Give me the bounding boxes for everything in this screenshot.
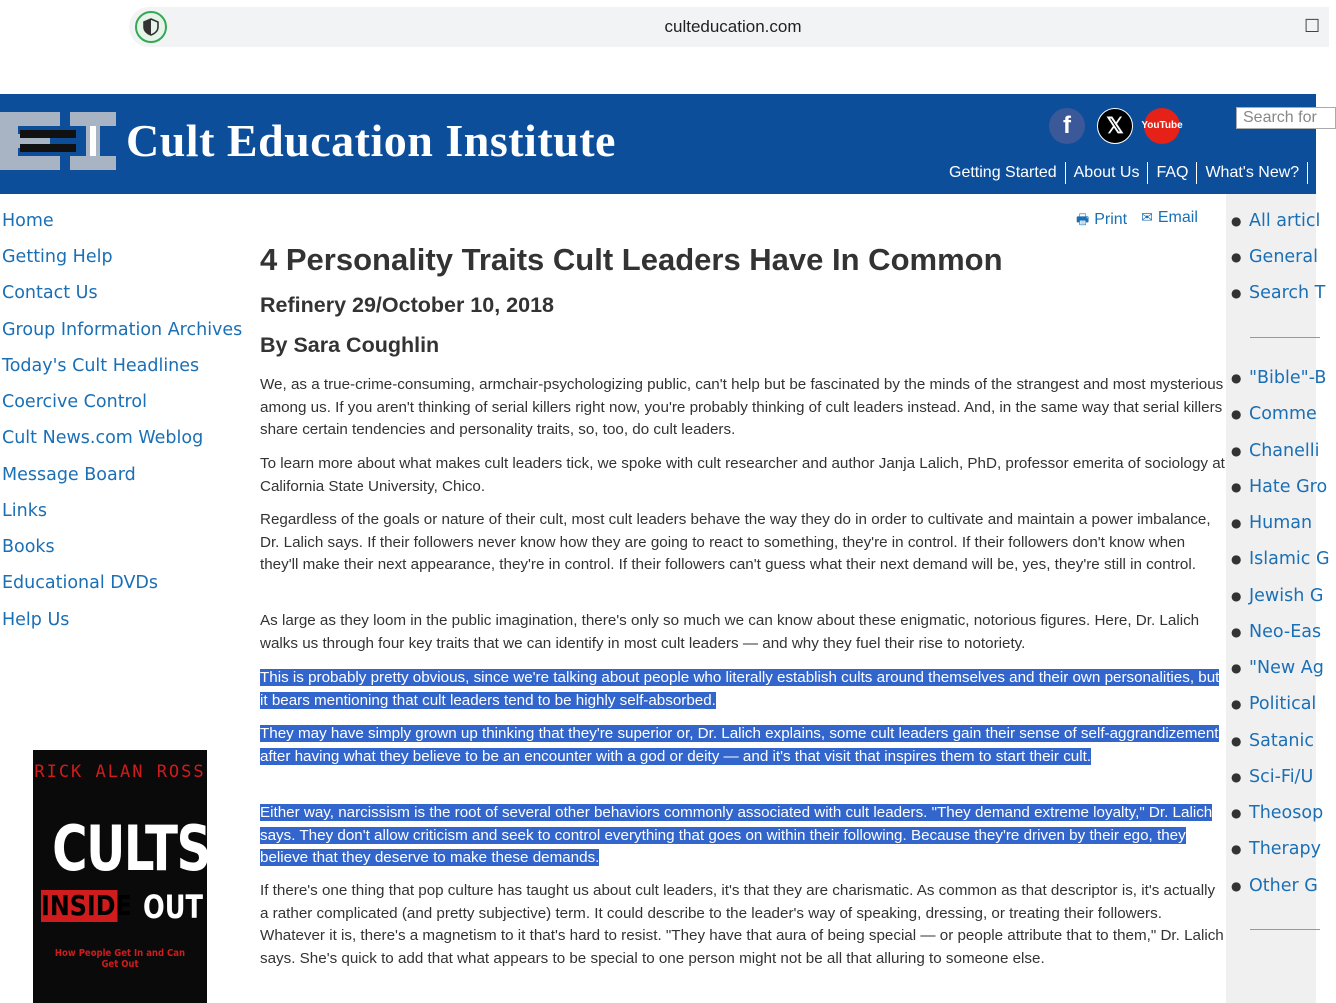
right-item[interactable] [1231, 767, 1313, 787]
bullet-icon: ● [1231, 552, 1242, 566]
right-item[interactable] [1231, 586, 1323, 606]
bullet-icon: ● [1231, 250, 1242, 264]
right-item-label: Comme [1249, 404, 1317, 424]
right-item-label: Other G [1249, 876, 1318, 896]
sidebar-item-books[interactable]: Books [2, 537, 55, 557]
top-navigation [941, 162, 1308, 184]
sidebar-item-links[interactable]: Links [2, 501, 47, 521]
right-item[interactable] [1231, 211, 1320, 231]
x-twitter-icon[interactable]: 𝕏 [1097, 108, 1133, 144]
bullet-icon: ● [1231, 770, 1242, 784]
right-item-label: All articl [1249, 211, 1321, 231]
article-paragraph: If there's one thing that pop culture has taught us about cult leaders, it's that they are charismatic. As common as that descriptor is, it's actually a rather complicated (and pretty subjective) term. It could describe to the leader's way of speaking, dressing, or treating their followers. Whatever it is, there's a magnetism to it that's hard to resist. "They have that aura of being special — or people attribute that to them," Dr. Lalich says. She's quick to add that what appears to be special to one person might not be all that alluring to someone else. [260, 882, 1224, 967]
book-cover-ad[interactable] [33, 750, 210, 1003]
nav-faq[interactable]: FAQ [1148, 162, 1197, 184]
sidebar-item-getting-help[interactable]: Getting Help [2, 247, 113, 267]
right-item[interactable] [1231, 839, 1321, 859]
right-item-label: "New Ag [1249, 658, 1324, 678]
sidebar-item-home[interactable]: Home [2, 211, 54, 231]
right-item-label: Human [1249, 513, 1313, 533]
bullet-icon: ● [1231, 879, 1242, 893]
right-item[interactable] [1231, 694, 1316, 714]
right-item[interactable] [1231, 803, 1323, 823]
url-text[interactable]: culteducation.com [664, 17, 802, 36]
email-button[interactable] [1141, 209, 1198, 233]
right-item-label: Hate Gro [1249, 477, 1328, 497]
right-item-label: Chanelli [1249, 441, 1320, 461]
right-item-label: Sci-Fi/U [1249, 767, 1314, 787]
right-item[interactable] [1231, 441, 1319, 461]
article-paragraph: To learn more about what makes cult leaders tick, we spoke with cult researcher and author Janja Lalich, PhD, professor emerita of sociology at California State University, Chico. [260, 455, 1225, 495]
printer-icon: 🖶 [1076, 211, 1090, 227]
selected-text: Either way, narcissism is the root of several other behaviors commonly associated with cult leaders. "They demand extreme loyalty," Dr. Lalich says. They don't allow criticism and seek to control everything that goes on within their following. Because they're driven by their ego, they believe that they deserve to make these demands. [260, 804, 1213, 866]
bullet-icon: ● [1231, 734, 1242, 748]
search-input[interactable]: Search for [1236, 107, 1336, 129]
bullet-icon: ● [1231, 371, 1242, 385]
site-header [0, 94, 1316, 194]
divider [1250, 337, 1320, 338]
right-item[interactable] [1231, 404, 1317, 424]
nav-getting-started[interactable]: Getting Started [941, 162, 1066, 184]
bullet-icon: ● [1231, 806, 1242, 820]
youtube-label-bottom: Tube [1159, 120, 1183, 131]
sidebar-item-contact-us[interactable]: Contact Us [2, 283, 98, 303]
right-item-label: Theosop [1249, 803, 1324, 823]
sidebar-item-group-information-archives[interactable]: Group Information Archives [2, 320, 243, 340]
article-source: Refinery 29/October 10, 2018 [260, 293, 554, 317]
article-paragraph-selected [260, 723, 1225, 768]
article-content [245, 194, 1226, 1003]
bullet-icon: ● [1231, 516, 1242, 530]
book-title-out: OUT [143, 888, 204, 926]
print-button[interactable] [1076, 209, 1127, 233]
cei-logo[interactable] [0, 108, 118, 174]
right-item-label: Islamic G [1249, 549, 1330, 569]
right-item-label: Satanic [1249, 731, 1314, 751]
nav-about-us[interactable]: About Us [1066, 162, 1149, 184]
bullet-icon: ● [1231, 480, 1242, 494]
book-title-cults: CULTS [52, 812, 210, 885]
sidebar-item-educational-dvds[interactable]: Educational DVDs [2, 573, 159, 593]
shield-icon[interactable] [135, 11, 167, 43]
sidebar-item-cult-news-weblog[interactable]: Cult News.com Weblog [2, 428, 204, 448]
bullet-icon: ● [1231, 444, 1242, 458]
bookmark-icon[interactable]: ☐ [1304, 16, 1321, 36]
article-paragraph: Regardless of the goals or nature of their cult, most cult leaders behave the way they do in order to cultivate and maintain a power imbalance, Dr. Lalich says. If their followers never know how they are going to react to something, they're in control. If their followers don't know when they'll make their next appearance, they're in control. If their followers can't guess what their next demand will be, yes, they're still in control. [260, 511, 1211, 573]
right-item[interactable] [1231, 368, 1326, 388]
envelope-icon: ✉ [1141, 209, 1153, 225]
sidebar-item-message-board[interactable]: Message Board [2, 465, 136, 485]
selected-text: This is probably pretty obvious, since we're talking about people who literally establish cults around themselves and their own personalities, but it bears mentioning that cult leaders tend to be highly self-absorbed. [260, 669, 1220, 709]
article-tools [1076, 209, 1226, 233]
right-item[interactable] [1231, 477, 1327, 497]
right-item[interactable] [1231, 283, 1325, 303]
right-item-label: General [1249, 247, 1318, 267]
right-item[interactable] [1231, 622, 1321, 642]
article-paragraph: We, as a true-crime-consuming, armchair-psychologizing public, can't help but be fascinated by the minds of the strangest and most mysterious among us. If you aren't thinking of serial killers right now, you're probably thinking of cult leaders instead. And, in the same way that serial killers share certain tendencies and personality traits, so, too, do cult leaders. [260, 376, 1224, 438]
right-item[interactable] [1231, 876, 1318, 896]
right-item[interactable] [1231, 731, 1314, 751]
print-label: Print [1094, 211, 1128, 228]
right-item-label: Search T [1249, 283, 1326, 303]
bullet-icon: ● [1231, 661, 1242, 675]
right-item-label: "Bible"-B [1249, 368, 1327, 388]
youtube-icon[interactable] [1141, 108, 1183, 144]
right-item[interactable] [1231, 247, 1318, 267]
bullet-icon: ● [1231, 625, 1242, 639]
article-title: 4 Personality Traits Cult Leaders Have In Common [260, 242, 1003, 277]
right-item-label: Neo-Eas [1249, 622, 1322, 642]
bullet-icon: ● [1231, 842, 1242, 856]
sidebar-item-help-us[interactable]: Help Us [2, 610, 70, 630]
right-item-label: Jewish G [1249, 586, 1324, 606]
bullet-icon: ● [1231, 214, 1242, 228]
nav-whats-new[interactable]: What's New? [1197, 162, 1308, 184]
right-item[interactable] [1231, 513, 1312, 533]
article-paragraph-selected [260, 667, 1225, 712]
right-item-label: Therapy [1249, 839, 1321, 859]
right-sidebar [1226, 194, 1330, 1003]
email-label: Email [1157, 209, 1198, 226]
article-paragraph-selected [260, 802, 1225, 870]
book-subtitle: How People Get In and Can Get Out [54, 948, 186, 970]
sidebar-item-todays-cult-headlines[interactable]: Today's Cult Headlines [2, 356, 200, 376]
facebook-icon[interactable]: f [1049, 108, 1085, 144]
bullet-icon: ● [1231, 589, 1242, 603]
selected-text: They may have simply grown up thinking that they're superior or, Dr. Lalich explains, some cult leaders gain their sense of self-aggrandizement after having what they believe to be an encounter with a god or deity — and it's that visit that inspires them to start their cult. [260, 725, 1219, 765]
sidebar-item-coercive-control[interactable]: Coercive Control [2, 392, 147, 412]
bullet-icon: ● [1231, 407, 1242, 421]
article-byline: By Sara Coughlin [260, 333, 440, 357]
right-item[interactable] [1231, 658, 1324, 678]
youtube-label-top: You [1141, 120, 1160, 131]
site-title[interactable]: Cult Education Institute [126, 115, 616, 166]
right-item[interactable] [1231, 549, 1330, 569]
right-item-label: Political [1249, 694, 1317, 714]
book-title-inside: INSIDE [41, 889, 132, 922]
article-paragraph: As large as they loom in the public imagination, there's only so much we can know about these enigmatic, notorious figures. Here, Dr. Lalich walks us through four key traits that we can identify in most cult leaders — and why they fuel their rise to notoriety. [260, 612, 1200, 652]
bullet-icon: ● [1231, 286, 1242, 300]
divider [1250, 929, 1320, 930]
browser-toolbar [0, 0, 1321, 94]
book-author: RICK ALAN ROSS [34, 762, 206, 782]
bullet-icon: ● [1231, 697, 1242, 711]
